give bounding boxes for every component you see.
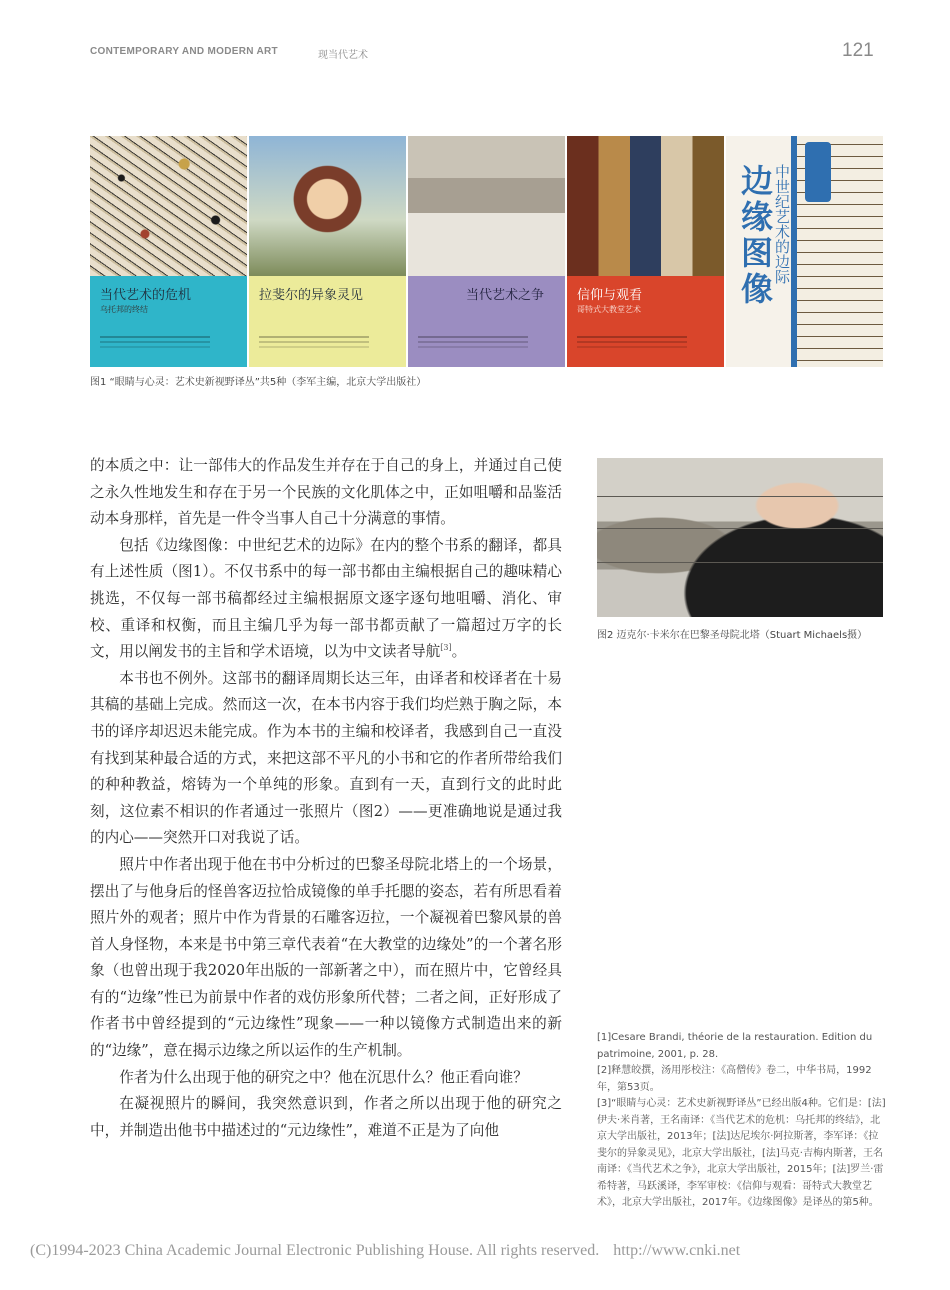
book-title: 信仰与观看 [577,288,643,303]
journal-title-en: CONTEMPORARY AND MODERN ART [90,46,278,57]
footnotes [597,1030,887,1212]
book-cover-2 [249,136,406,367]
cover-fine-print [577,336,687,338]
footer-url[interactable]: http://www.cnki.net [613,1242,741,1259]
figure-2-caption: 图2 迈克尔·卡米尔在巴黎圣母院北塔（Stuart Michaels摄） [597,630,868,641]
cover-artwork [90,136,247,276]
book-subtitle: 哥特式大教堂艺术 [577,305,641,314]
cover-artwork [249,136,406,276]
book-subtitle: 中世纪艺术的边际 [773,164,791,284]
cover-fine-print [418,336,528,338]
footnote: [2]释慧皎撰，汤用彤校注：《高僧传》卷二，中华书局，1992年，第53页。 [597,1065,872,1093]
footnote: [3]“眼睛与心灵：艺术史新视野译丛”已经出版4种。它们是：[法]伊夫·米肖著，王名南译：《当代艺术的危机：乌托邦的终结》，北京大学出版社，2013年；[法]达尼埃尔·阿拉斯著，李军译：《拉斐尔的异象灵见》，北京大学出版社，[法]马克·吉梅内斯著，王名南译：《当代艺术之争》，北京大学出版社，2015年；[法]罗兰·雷希特著，马跃溪译，李军审校：《信仰与观看：哥特式大教堂艺术》，北京大学出版社，2017年。《边缘图像》是译丛的第5种。 [597,1098,886,1208]
book-title: 拉斐尔的异象灵见 [259,288,364,303]
manuscript-illustration [791,136,883,367]
figure-2-photo [597,458,883,617]
railing-line [597,562,883,563]
book-title: 边缘图像 [736,164,774,308]
book-subtitle: 乌托邦的终结 [100,305,148,314]
paragraph: 在凝视照片的瞬间，我突然意识到，作者之所以出现于他的研究之中，并制造出他书中描述过的“元边缘性”，难道不正是为了向他 [90,1095,562,1139]
paragraph: 本书也不例外。这部书的翻译周期长达三年，由译者和校译者在十易其稿的基础上完成。然而这一次，在本书内容于我们均烂熟于胸之际，本书的译序却迟迟未能完成。作为本书的主编和校译者，我感到自己一直没有找到某种最合适的方式，来把这部不平凡的小书和它的作者所带给我们的种种教益，熔铸为一个单纯的形象。直到有一天，直到行文的此时此刻，这位素不相识的作者通过一张照片（图2）——更准确地说是通过我的内心——突然开口对我说了话。 [90,669,562,847]
railing-line [597,528,883,529]
paragraph: 照片中作者出现于他在书中分析过的巴黎圣母院北塔上的一个场景，摆出了与他身后的怪兽客迈拉恰成镜像的单手托腮的姿态，若有所思看着照片外的观者；照片中作为背景的石雕客迈拉，一个凝视着巴黎风景的兽首人身怪物，本来是书中第三章代表着“在大教堂的边缘处”的一个著名形象（也曾出现于我2020年出版的一部新著之中），而在照片中，它曾经具有的“边缘”性已为前景中作者的戏仿形象所代替；二者之间，正好形成了作者书中曾经提到的“元边缘性”现象——一种以镜像方式制造出来的新的“边缘”，意在揭示边缘之所以运作的生产机制。 [90,855,562,1060]
book-cover-4 [567,136,724,367]
footnote: [1]Cesare Brandi, théorie de la restauration. Edition du patrimoine, 2001, p. 28. [597,1032,873,1060]
paragraph [90,533,562,666]
book-cover-5 [726,136,883,367]
article-body [90,453,562,1144]
footnote-ref[interactable]: [3] [440,643,452,653]
book-title: 当代艺术的危机 [100,288,192,303]
copyright-text: (C)1994-2023 China Academic Journal Electronic Publishing House. All rights reserved. [30,1242,600,1259]
cover-artwork [408,136,565,276]
paragraph-text: 包括《边缘图像：中世纪艺术的边际》在内的整个书系的翻译，都具有上述性质（图1）。不仅书系中的每一部书都由主编根据自己的趣味精心挑选，不仅每一部书稿都经过主编根据原文逐字逐句地咀嚼、消化、审校、重译和权衡，而且主编几乎为每一部书都贡献了一篇超过万字的长文，用以阐发书的主旨和学术语境，以为中文读者导航 [90,536,562,661]
book-cover-3 [408,136,565,367]
paragraph: 作者为什么出现于他的研究之中？他在沉思什么？他正看向谁？ [119,1068,528,1086]
book-cover-1 [90,136,247,367]
figure-1-caption: 图1 “眼睛与心灵：艺术史新视野译丛”共5种（李军主编，北京大学出版社） [90,377,427,388]
railing-line [597,496,883,497]
journal-title-cn: 现当代艺术 [318,50,368,61]
book-title: 当代艺术之争 [466,288,545,303]
paragraph: 的本质之中：让一部伟大的作品发生并存在于自己的身上，并通过自己使之永久性地发生和存在于另一个民族的文化肌体之中，正如咀嚼和品鉴活动本身那样，首先是一件令当事人自己十分满意的事情。 [90,457,562,528]
figure-1-book-covers [90,136,883,367]
cover-fine-print [259,336,369,338]
cover-artwork [567,136,724,276]
paragraph-end: 。 [451,643,467,661]
copyright-footer [30,1242,740,1260]
cover-fine-print [100,336,210,338]
page-number: 121 [842,40,874,61]
